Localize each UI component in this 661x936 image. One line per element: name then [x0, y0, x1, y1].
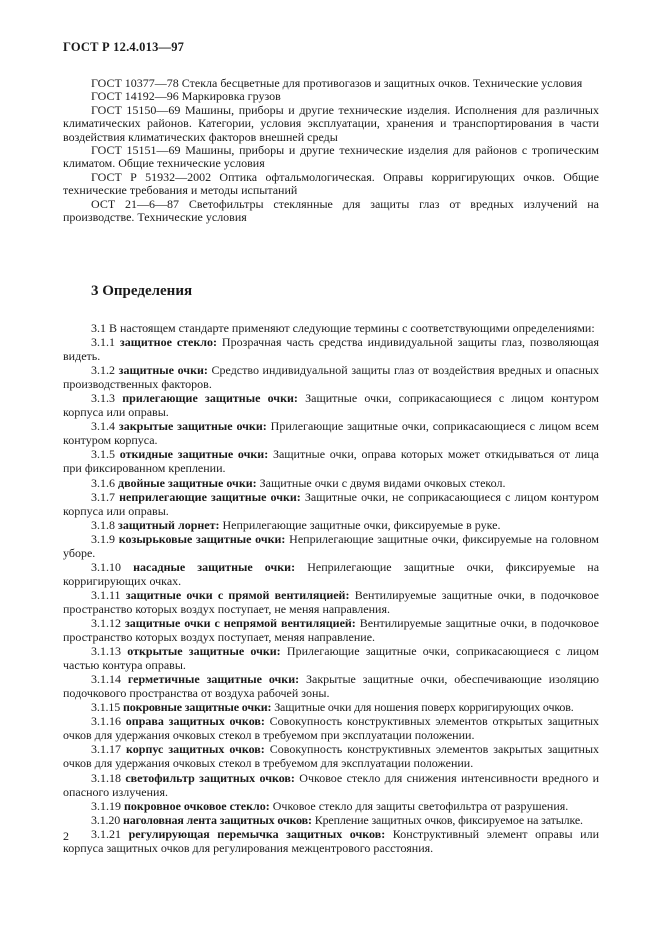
definition-text: Неприлегающие защитные очки, фиксируемые на головном уборе. — [63, 531, 600, 560]
definition-item — [63, 672, 599, 700]
definition-number: 3.1.16 — [91, 714, 121, 729]
definition-term: защитные очки с прямой вентиляцией: — [125, 587, 350, 602]
definition-number: 3.1.9 — [91, 531, 115, 546]
definition-term: защитный лорнет: — [118, 517, 220, 532]
definition-term: козырьковые защитные очки: — [118, 531, 286, 546]
definition-item — [63, 335, 599, 363]
definition-item — [63, 560, 599, 588]
definition-number: 3.1.18 — [91, 770, 121, 785]
definition-text: Прилегающие защитные очки, соприкасающиеся с лицом частью контура оправы. — [63, 644, 600, 673]
definition-term: защитные очки: — [118, 363, 208, 378]
definition-term: наголовная лента защитных очков: — [122, 812, 312, 827]
definition-item — [63, 490, 599, 518]
definition-text: Защитные очки, соприкасающиеся с лицом контуром корпуса или оправы. — [63, 391, 599, 420]
standard-header: ГОСТ Р 12.4.013—97 — [63, 40, 185, 54]
definition-text: Вентилируемые защитные очки, в подочковое пространство которых воздух поступает, меняя направление. — [63, 615, 599, 645]
definition-item — [63, 771, 599, 799]
reference-item: ГОСТ Р 51932—2002 Оптика офтальмологическая. Оправы корригирующих очков. Общие технические требования и методы испытаний — [63, 169, 599, 198]
definition-text: Крепление защитных очков, фиксируемое на затылке. — [314, 812, 583, 827]
definition-item — [63, 447, 599, 475]
definition-item — [63, 476, 599, 490]
definition-term: покровные защитные очки: — [122, 700, 272, 715]
definition-text: Защитные очки, оправа которых может откидываться от лица при фиксированном креплении. — [63, 447, 599, 476]
definition-term: регулирующая перемычка защитных очков: — [128, 826, 386, 841]
definition-item — [63, 363, 599, 391]
definition-number: 3.1.20 — [91, 812, 121, 827]
definition-term: оправа защитных очков: — [125, 714, 265, 729]
definition-text: Прозрачная часть средства индивидуальной защиты глаз, позволяющая видеть. — [63, 335, 600, 364]
definition-item — [63, 391, 599, 419]
definition-term: герметичные защитные очки: — [127, 672, 300, 687]
definition-number: 3.1.7 — [91, 489, 115, 504]
definition-term: откидные защитные очки: — [119, 447, 269, 462]
definition-term: закрытые защитные очки: — [118, 419, 267, 434]
definition-text: Совокупность конструктивных элементов открытых защитных очков для удержания очковых стекол в требуемом при эксплуатации положении. — [63, 714, 600, 743]
definition-text: Очковое стекло для снижения интенсивности вредного и опасного излучения. — [63, 770, 600, 799]
definitions-list — [63, 321, 599, 855]
definition-term: неприлегающие защитные очки: — [119, 489, 301, 504]
definition-number: 3.1.17 — [91, 742, 121, 757]
definition-term: прилегающие защитные очки: — [122, 391, 298, 406]
definition-term: двойные защитные очки: — [118, 475, 257, 490]
definition-number: 3.1.19 — [91, 798, 121, 813]
definition-number: 3.1.4 — [91, 419, 115, 434]
definition-number: 3.1.3 — [91, 391, 115, 406]
definition-text: Защитные очки, не соприкасающиеся с лицом контуром корпуса или оправы. — [63, 489, 600, 518]
definition-number: 3.1.11 — [91, 587, 121, 602]
reference-item: ГОСТ 10377—78 Стекла бесцветные для противогазов и защитных очков. Технические условия — [91, 76, 583, 90]
definition-item — [63, 799, 599, 813]
definition-text: Вентилируемые защитные очки, в подочковое пространство которых воздух поступает, не меняя направления. — [63, 587, 599, 616]
definition-number: 3.1.12 — [91, 615, 121, 630]
reference-item: ГОСТ 15150—69 Машины, приборы и другие технические изделия. Исполнения для различных климатических районов. Категории, условия эксплуатации, хранения и транспортирования в части воздействия климатических факторов внешней среды — [63, 102, 599, 144]
definition-text: Защитные очки для ношения поверх корригирующих очков. — [274, 700, 574, 715]
definition-item — [63, 588, 599, 616]
definition-text: Прилегающие защитные очки, соприкасающиеся с лицом всем контуром корпуса. — [63, 419, 600, 448]
definition-term: покровное очковое стекло: — [124, 798, 270, 813]
definition-item — [63, 714, 599, 742]
definition-item — [63, 813, 599, 827]
section-title: 3 Определения — [91, 283, 193, 299]
definition-number: 3.1.10 — [91, 559, 121, 574]
reference-item: ГОСТ 14192—96 Маркировка грузов — [91, 89, 281, 104]
definition-number: 3.1.2 — [91, 363, 115, 378]
definition-number: 3.1.21 — [91, 826, 121, 841]
definition-number: 3.1.8 — [91, 517, 115, 532]
definitions-intro: 3.1 В настоящем стандарте применяют следующие термины с соответствующими определениями: — [91, 321, 595, 335]
definition-item — [63, 644, 599, 672]
definition-term: светофильтр защитных очков: — [125, 770, 295, 785]
definition-text: Неприлегающие защитные очки, фиксируемые в руке. — [222, 517, 501, 532]
definition-text: Средство индивидуальной защиты глаз от воздействия вредных и опасных производственных факторов. — [63, 363, 600, 392]
definition-term: защитные очки с непрямой вентиляцией: — [124, 615, 356, 630]
references-list — [63, 77, 599, 224]
definition-item — [63, 700, 599, 714]
reference-item: ГОСТ 15151—69 Машины, приборы и другие технические изделия для районов с тропическим климатом. Общие технические условия — [63, 143, 599, 171]
definition-item — [63, 518, 599, 532]
definition-text: Конструктивный элемент оправы или корпуса защитных очков для регулирования межцентрового расстояния. — [63, 826, 599, 855]
definition-number: 3.1.14 — [91, 672, 121, 687]
definition-item — [63, 827, 599, 855]
definition-text: Очковое стекло для защиты светофильтра от разрушения. — [272, 798, 569, 813]
definition-item — [63, 742, 599, 770]
definition-number: 3.1.15 — [91, 700, 121, 715]
definition-item — [63, 419, 599, 447]
definition-number: 3.1.5 — [91, 447, 115, 462]
definition-term: насадные защитные очки: — [133, 559, 296, 574]
definition-term: защитное стекло: — [119, 335, 218, 350]
definition-term: корпус защитных очков: — [126, 742, 265, 757]
definition-number: 3.1.13 — [91, 644, 121, 659]
definition-text: Совокупность конструктивных элементов закрытых защитных очков для удержания очковых стекол в требуемом для эксплуатации положении. — [63, 742, 600, 771]
reference-item: ОСТ 21—6—87 Светофильтры стеклянные для защиты глаз от вредных излучений на производстве. Технические условия — [63, 196, 599, 225]
page-number: 2 — [63, 829, 69, 843]
definition-number: 3.1.6 — [91, 475, 115, 490]
definition-term: открытые защитные очки: — [127, 644, 281, 659]
definition-text: Закрытые защитные очки, обеспечивающие изоляцию подочкового пространства от воздуха рабочей зоны. — [63, 672, 600, 701]
definition-text: Защитные очки с двумя видами очковых стекол. — [259, 475, 506, 490]
definition-text: Неприлегающие защитные очки, фиксируемые на корригирующих очках. — [63, 559, 600, 588]
definition-number: 3.1.1 — [91, 335, 115, 350]
definition-item — [63, 616, 599, 644]
definition-item — [63, 532, 599, 560]
